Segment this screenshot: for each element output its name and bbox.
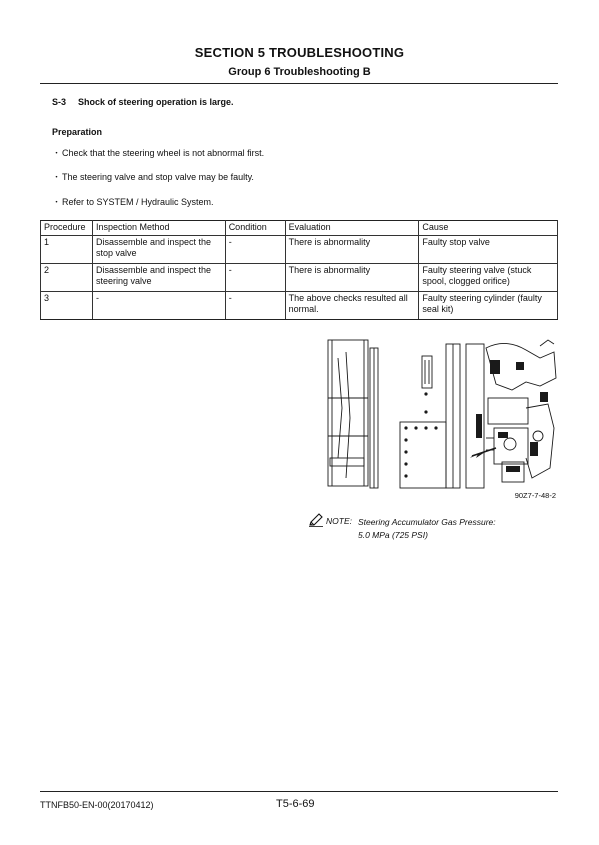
cell-cause: Faulty steering cylinder (faulty seal kit): [419, 292, 558, 320]
cell-inspection-method: Disassemble and inspect the stop valve: [92, 236, 225, 264]
column-header-procedure: Procedure: [41, 221, 93, 236]
header-rule: [40, 83, 558, 84]
cell-cause: Faulty steering valve (stuck spool, clogged orifice): [419, 264, 558, 292]
footer-rule: [40, 791, 558, 792]
cell-evaluation: There is abnormality: [285, 264, 419, 292]
preparation-item: [52, 146, 264, 159]
document-code: TTNFB50-EN-00(20170412): [40, 800, 154, 810]
column-header-cause: Cause: [419, 221, 558, 236]
bullet-dot: ・: [52, 148, 62, 158]
mast-frame: [328, 340, 368, 486]
cell-inspection-method: -: [92, 292, 225, 320]
cell-cause: Faulty stop valve: [419, 236, 558, 264]
table-row: [41, 264, 558, 292]
preparation-item-text: The steering valve and stop valve may be faulty.: [62, 172, 254, 182]
page-number: T5-6-69: [276, 798, 315, 810]
cell-inspection-method: Disassemble and inspect the steering valve: [92, 264, 225, 292]
pencil-note-icon: [308, 513, 324, 527]
cell-procedure: 2: [41, 264, 93, 292]
symptom-number: S-3: [52, 97, 67, 107]
symptom-heading: [52, 97, 234, 107]
preparation-heading: Preparation: [52, 127, 103, 137]
note-line: Steering Accumulator Gas Pressure:: [358, 517, 496, 527]
column-header-evaluation: Evaluation: [285, 221, 419, 236]
table-row: [41, 236, 558, 264]
note-text: [358, 516, 548, 542]
cell-condition: -: [225, 236, 285, 264]
table-header-row: [41, 221, 558, 236]
perforated-plate: [400, 422, 446, 488]
steering-accumulator-illustration: [326, 338, 558, 490]
figure-caption: 90Z7-7-48-2: [514, 491, 556, 500]
bullet-dot: ・: [52, 172, 62, 182]
cell-procedure: 3: [41, 292, 93, 320]
preparation-item-text: Refer to SYSTEM / Hydraulic System.: [62, 197, 214, 207]
preparation-item: [52, 170, 254, 183]
section-title: SECTION 5 TROUBLESHOOTING: [194, 45, 405, 60]
troubleshooting-table: [40, 220, 558, 320]
preparation-item: [52, 195, 214, 208]
note-label: NOTE:: [326, 516, 352, 526]
cell-evaluation: There is abnormality: [285, 236, 419, 264]
table-row: [41, 292, 558, 320]
cell-procedure: 1: [41, 236, 93, 264]
preparation-item-text: Check that the steering wheel is not abnormal first.: [62, 148, 265, 158]
column-header-inspection-method: Inspection Method: [92, 221, 225, 236]
column-header-condition: Condition: [225, 221, 285, 236]
bullet-dot: ・: [52, 197, 62, 207]
group-title: Group 6 Troubleshooting B: [228, 66, 371, 78]
symptom-title: Shock of steering operation is large.: [78, 97, 234, 107]
cell-evaluation: The above checks resulted all normal.: [285, 292, 419, 320]
note-line: 5.0 MPa (725 PSI): [358, 530, 428, 540]
bracket: [422, 356, 432, 388]
cell-condition: -: [225, 264, 285, 292]
cell-condition: -: [225, 292, 285, 320]
